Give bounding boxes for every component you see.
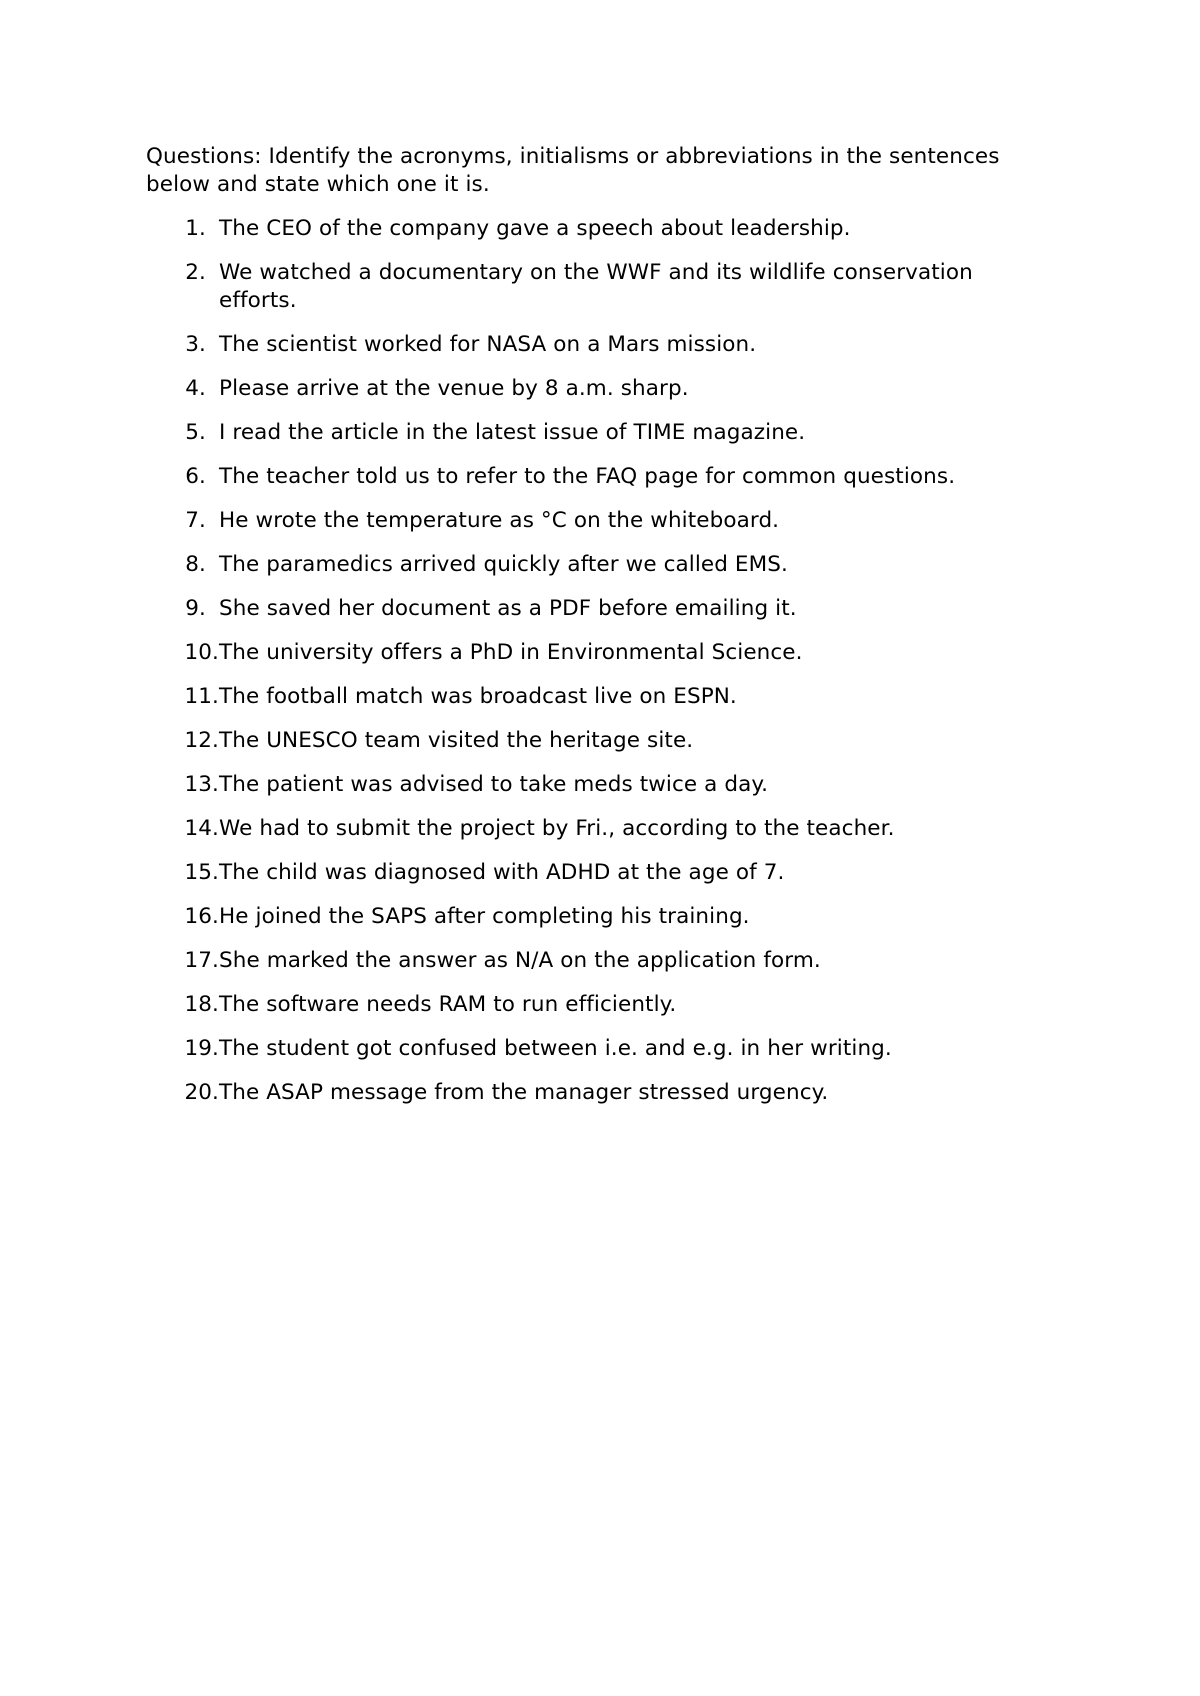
- question-text: She saved her document as a PDF before emailing it.: [219, 596, 797, 621]
- question-item: [146, 375, 1046, 403]
- question-text: I read the article in the latest issue of TIME magazine.: [219, 420, 806, 445]
- question-number: 6.: [185, 464, 206, 489]
- question-text: The patient was advised to take meds twice a day.: [219, 772, 769, 797]
- question-number: 1.: [185, 216, 206, 241]
- question-text: The football match was broadcast live on ESPN.: [219, 684, 737, 709]
- instructions-text: Questions: Identify the acronyms, initialisms or abbreviations in the sentences below and state which one it is.: [146, 144, 1000, 197]
- question-text: We had to submit the project by Fri., according to the teacher.: [219, 816, 895, 841]
- question-item: [146, 215, 1046, 243]
- question-text: The CEO of the company gave a speech about leadership.: [219, 216, 851, 241]
- question-text: The teacher told us to refer to the FAQ page for common questions.: [219, 464, 956, 489]
- question-text: We watched a documentary on the WWF and its wildlife conservation efforts.: [219, 260, 980, 313]
- question-number: 10.: [184, 640, 219, 665]
- question-text: The UNESCO team visited the heritage site.: [219, 728, 694, 753]
- question-item: [146, 507, 1046, 535]
- question-number: 9.: [185, 596, 206, 621]
- question-item: [146, 683, 1046, 711]
- question-item: [146, 771, 1046, 799]
- question-number: 15.: [184, 860, 219, 885]
- question-text: The software needs RAM to run efficiently.: [219, 992, 677, 1017]
- question-number: 5.: [185, 420, 206, 445]
- question-number: 18.: [184, 992, 219, 1017]
- question-text: He wrote the temperature as °C on the whiteboard.: [219, 508, 780, 533]
- question-item: [146, 1035, 1046, 1063]
- question-number: 17.: [184, 948, 219, 973]
- question-text: The paramedics arrived quickly after we called EMS.: [219, 552, 788, 577]
- question-item: [146, 639, 1046, 667]
- question-number: 11.: [184, 684, 219, 709]
- question-item: [146, 551, 1046, 579]
- question-number: 2.: [185, 260, 206, 285]
- question-item: [146, 419, 1046, 447]
- question-number: 20.: [184, 1080, 219, 1105]
- question-text: The student got confused between i.e. and e.g. in her writing.: [219, 1036, 892, 1061]
- question-item: [146, 991, 1046, 1019]
- question-number: 3.: [185, 332, 206, 357]
- question-text: The ASAP message from the manager stressed urgency.: [219, 1080, 829, 1105]
- questions-list: [146, 215, 1046, 1123]
- question-item: [146, 1079, 1046, 1107]
- question-number: 16.: [184, 904, 219, 929]
- question-text: Please arrive at the venue by 8 a.m. sharp.: [219, 376, 689, 401]
- question-item: [146, 259, 1046, 315]
- question-item: [146, 859, 1046, 887]
- question-number: 7.: [185, 508, 206, 533]
- question-number: 13.: [184, 772, 219, 797]
- question-item: [146, 903, 1046, 931]
- question-number: 12.: [184, 728, 219, 753]
- question-number: 19.: [184, 1036, 219, 1061]
- question-number: 4.: [185, 376, 206, 401]
- question-item: [146, 727, 1046, 755]
- question-number: 14.: [184, 816, 219, 841]
- question-item: [146, 331, 1046, 359]
- question-item: [146, 815, 1046, 843]
- question-text: The scientist worked for NASA on a Mars mission.: [219, 332, 757, 357]
- question-text: She marked the answer as N/A on the application form.: [219, 948, 821, 973]
- question-item: [146, 947, 1046, 975]
- question-text: The child was diagnosed with ADHD at the age of 7.: [219, 860, 785, 885]
- question-number: 8.: [185, 552, 206, 577]
- question-item: [146, 595, 1046, 623]
- question-text: The university offers a PhD in Environmental Science.: [219, 640, 803, 665]
- question-text: He joined the SAPS after completing his training.: [219, 904, 750, 929]
- question-item: [146, 463, 1046, 491]
